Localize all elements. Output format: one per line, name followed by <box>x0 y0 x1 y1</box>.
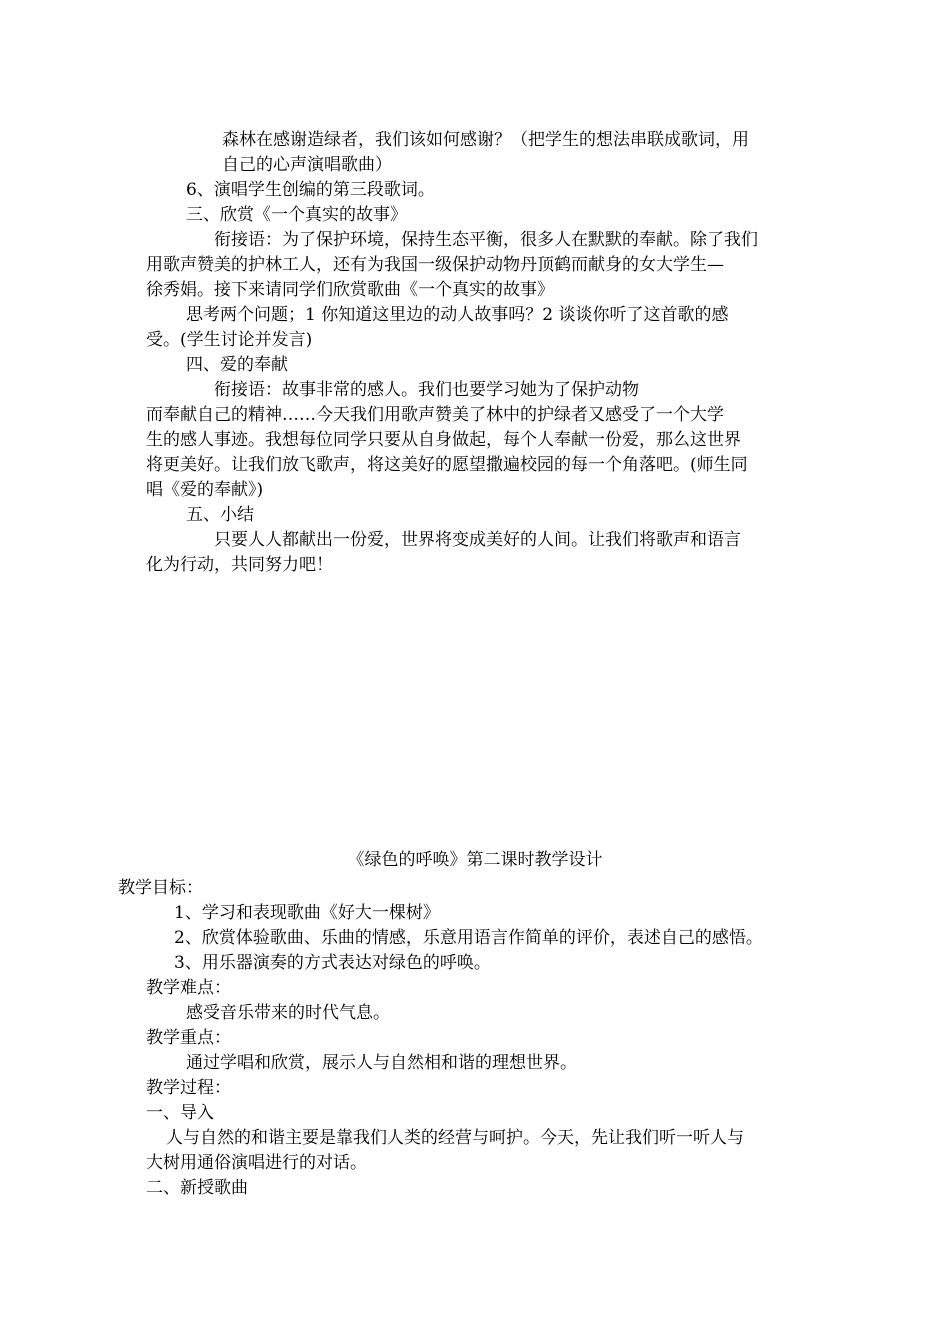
text-line: 人与自然的和谐主要是靠我们人类的经营与呵护。今天，先让我们听一听人与 <box>166 1128 744 1148</box>
difficulty-text: 感受音乐带来的时代气息。 <box>186 1003 390 1023</box>
text-line: 衔接语：为了保护环境，保持生态平衡，很多人在默默的奉献。除了我们 <box>214 230 758 250</box>
text-line: 生的感人事迹。我想每位同学只要从自身做起，每个人奉献一份爱，那么这世界 <box>146 430 741 450</box>
process-label: 教学过程： <box>146 1078 231 1098</box>
text-line: 自己的心声演唱歌曲） <box>222 155 392 175</box>
text-line: 而奉献自己的精神……今天我们用歌声赞美了林中的护绿者又感受了一个大学 <box>146 405 724 425</box>
text-line: 受。(学生讨论并发言) <box>146 330 313 350</box>
text-line: 用歌声赞美的护林工人，还有为我国一级保护动物丹顶鹤而献身的女大学生— <box>146 255 724 275</box>
text-line: 6、演唱学生创编的第三段歌词。 <box>186 180 435 200</box>
text-line: 大树用通俗演唱进行的对话。 <box>146 1153 367 1173</box>
goal-item: 1、学习和表现歌曲《好大一棵树》 <box>174 903 440 923</box>
goal-item: 2、欣赏体验歌曲、乐曲的情感，乐意用语言作简单的评价，表述自己的感悟。 <box>174 928 763 948</box>
goals-label: 教学目标： <box>118 878 203 898</box>
section-heading: 四、爱的奉献 <box>186 355 288 375</box>
text-line: 唱《爱的奉献》) <box>146 480 264 500</box>
text-line: 森林在感谢造绿者，我们该如何感谢？（把学生的想法串联成歌词，用 <box>222 130 749 150</box>
document-title: 《绿色的呼唤》第二课时教学设计 <box>347 850 603 870</box>
focus-label: 教学重点： <box>146 1028 231 1048</box>
text-line: 只要人人都献出一份爱，世界将变成美好的人间。让我们将歌声和语言 <box>214 530 741 550</box>
section-heading: 二、新授歌曲 <box>146 1178 248 1198</box>
goal-item: 3、用乐器演奏的方式表达对绿色的呼唤。 <box>174 953 491 973</box>
section-heading: 五、小结 <box>186 505 254 525</box>
text-line: 衔接语：故事非常的感人。我们也要学习她为了保护动物 <box>214 380 639 400</box>
section-heading: 一、导入 <box>146 1103 214 1123</box>
text-line: 将更美好。让我们放飞歌声，将这美好的愿望撒遍校园的每一个角落吧。(师生同 <box>146 455 748 475</box>
text-line: 思考两个问题；1 你知道这里边的动人故事吗？2 谈谈你听了这首歌的感 <box>186 305 729 325</box>
section-heading: 三、欣赏《一个真实的故事》 <box>186 205 407 225</box>
focus-text: 通过学唱和欣赏，展示人与自然相和谐的理想世界。 <box>186 1053 577 1073</box>
text-line: 徐秀娟。接下来请同学们欣赏歌曲《一个真实的故事》 <box>146 280 554 300</box>
difficulty-label: 教学难点： <box>146 978 231 998</box>
text-line: 化为行动，共同努力吧！ <box>146 555 333 575</box>
